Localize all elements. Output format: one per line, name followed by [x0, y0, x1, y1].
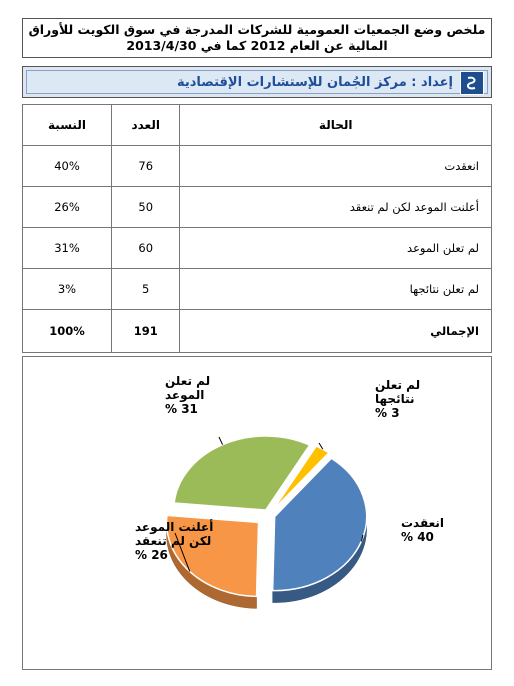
pie-chart	[22, 356, 492, 670]
slice-data-label: لكن لم تنعقد	[135, 534, 212, 548]
slice-data-label: 40 %	[401, 530, 434, 544]
report-title-line2: المالية عن العام 2012 كما في 2013/4/30	[126, 38, 388, 53]
slice-data-label: 3 %	[375, 406, 400, 420]
cell-status: لم تعلن الموعد	[180, 228, 492, 269]
jumanah-logo-icon	[460, 71, 484, 95]
header-status: الحالة	[180, 105, 492, 146]
slice-data-label: لم تعلن	[375, 378, 421, 392]
slice-data-label: نتائجها	[375, 392, 415, 406]
source-bar	[22, 66, 492, 98]
header-count: العدد	[111, 105, 179, 146]
cell-count: 60	[111, 228, 179, 269]
label-leader-line	[219, 437, 223, 445]
slice-data-label: أعلنت الموعد	[135, 520, 214, 534]
summary-table	[22, 104, 492, 353]
cell-status: لم تعلن نتائجها	[180, 269, 492, 310]
table-row	[23, 269, 492, 310]
pie-slice	[174, 436, 310, 510]
report-title-line1: ملخص وضع الجمعيات العمومية للشركات المدرجة في سوق الكويت للأوراق	[28, 22, 486, 37]
cell-pct: 40%	[23, 146, 112, 187]
cell-count: 76	[111, 146, 179, 187]
cell-count: 50	[111, 187, 179, 228]
table-total-row	[23, 310, 492, 353]
cell-pct: 26%	[23, 187, 112, 228]
total-label: الإجمالي	[180, 310, 492, 353]
slice-data-label: الموعد	[165, 388, 205, 402]
cell-status: انعقدت	[180, 146, 492, 187]
table-row	[23, 228, 492, 269]
report-title	[22, 18, 492, 58]
table-row	[23, 146, 492, 187]
table-row	[23, 187, 492, 228]
cell-count: 5	[111, 269, 179, 310]
slice-data-label: لم تعلن	[165, 374, 211, 388]
slice-data-label: 31 %	[165, 402, 198, 416]
cell-pct: 3%	[23, 269, 112, 310]
slice-data-label: 26 %	[135, 548, 168, 562]
slice-data-label: انعقدت	[401, 516, 445, 530]
cell-pct: 31%	[23, 228, 112, 269]
total-count: 191	[111, 310, 179, 353]
source-text: إعداد : مركز الجُمان للإستشارات الإقتصادية	[176, 75, 453, 90]
table-header-row	[23, 105, 492, 146]
header-pct: النسبة	[23, 105, 112, 146]
total-pct: 100%	[23, 310, 112, 353]
pie-chart-svg	[23, 357, 491, 669]
cell-status: أعلنت الموعد لكن لم تنعقد	[180, 187, 492, 228]
